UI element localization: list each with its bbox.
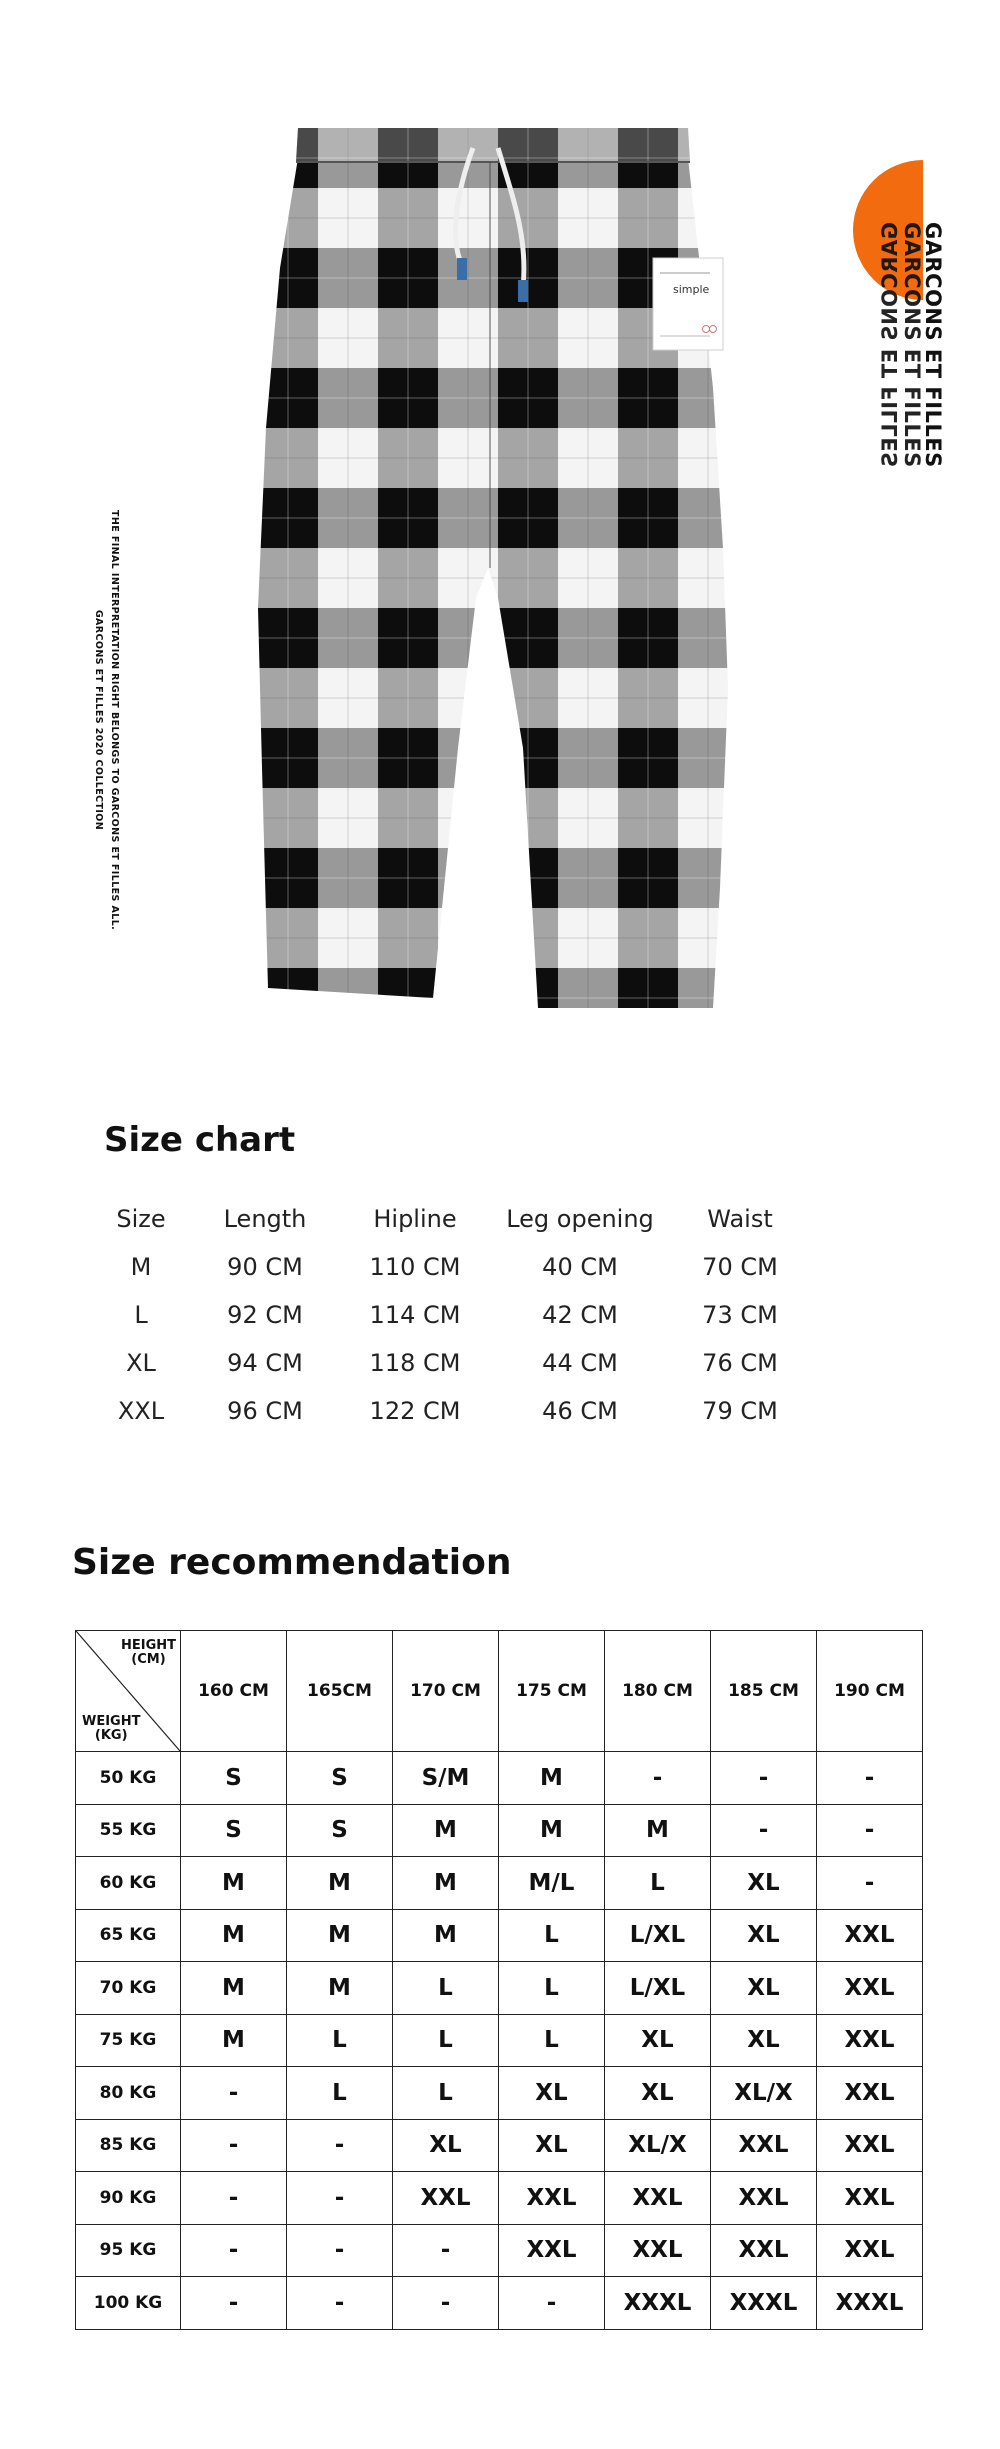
size-chart-cell: 96 CM	[227, 1397, 303, 1425]
height-column-header: 175 CM	[499, 1631, 605, 1752]
copyright-note	[70, 510, 130, 930]
recommendation-row	[76, 2224, 923, 2277]
recommended-size-cell: XL	[605, 2067, 711, 2120]
recommended-size-cell: S/M	[393, 1752, 499, 1805]
recommended-size-cell: XL	[711, 2014, 817, 2067]
recommended-size-cell: M/L	[499, 1857, 605, 1910]
size-chart-cell: 44 CM	[542, 1349, 618, 1377]
size-chart-table	[102, 1195, 800, 1435]
size-recommendation-table	[75, 1630, 923, 2330]
recommended-size-cell: M	[181, 2014, 287, 2067]
brand-line-1: GARCONS ET FILLES	[921, 222, 945, 468]
height-weight-corner	[76, 1631, 181, 1752]
recommended-size-cell: S	[287, 1752, 393, 1805]
recommended-size-cell: L	[287, 2014, 393, 2067]
recommended-size-cell: -	[287, 2119, 393, 2172]
weight-label: 55 KG	[76, 1804, 181, 1857]
recommended-size-cell: -	[817, 1804, 923, 1857]
recommended-size-cell: -	[181, 2224, 287, 2277]
recommended-size-cell: M	[393, 1909, 499, 1962]
recommended-size-cell: -	[287, 2277, 393, 2330]
size-chart-header: Leg opening	[506, 1205, 654, 1233]
recommended-size-cell: M	[605, 1804, 711, 1857]
weight-label: 100 KG	[76, 2277, 181, 2330]
recommended-size-cell: M	[499, 1752, 605, 1805]
recommended-size-cell: XL/X	[605, 2119, 711, 2172]
recommended-size-cell: L	[499, 1909, 605, 1962]
corner-height-label: HEIGHT (CM)	[120, 1638, 176, 1667]
size-chart-cell: M	[130, 1253, 152, 1281]
recommended-size-cell: XL	[499, 2119, 605, 2172]
size-chart-cell: 92 CM	[227, 1301, 303, 1329]
recommended-size-cell: -	[181, 2067, 287, 2120]
recommended-size-cell: -	[181, 2277, 287, 2330]
recommended-size-cell: -	[711, 1804, 817, 1857]
label-tag-text: simple	[673, 283, 710, 296]
recommended-size-cell: -	[181, 2172, 287, 2225]
size-chart-cell: 118 CM	[369, 1349, 461, 1377]
size-chart-cell: 46 CM	[542, 1397, 618, 1425]
recommendation-header-row	[76, 1631, 923, 1752]
recommended-size-cell: L	[393, 2067, 499, 2120]
size-chart-cell: 76 CM	[702, 1349, 778, 1377]
recommended-size-cell: -	[711, 1752, 817, 1805]
weight-label: 60 KG	[76, 1857, 181, 1910]
recommended-size-cell: XXL	[393, 2172, 499, 2225]
recommendation-row	[76, 1962, 923, 2015]
size-chart-header-row	[102, 1195, 800, 1243]
recommendation-row	[76, 2014, 923, 2067]
recommendation-row	[76, 2172, 923, 2225]
brand-line-3: GARCONS ET FILLES	[878, 222, 902, 468]
recommended-size-cell: -	[287, 2224, 393, 2277]
height-column-header: 180 CM	[605, 1631, 711, 1752]
size-recommendation-title: Size recommendation	[72, 1542, 512, 1583]
size-chart-cell: 114 CM	[369, 1301, 461, 1329]
weight-label: 65 KG	[76, 1909, 181, 1962]
height-column-header: 165CM	[287, 1631, 393, 1752]
weight-label: 90 KG	[76, 2172, 181, 2225]
recommended-size-cell: M	[393, 1857, 499, 1910]
size-chart-cell: 90 CM	[227, 1253, 303, 1281]
size-chart-row	[102, 1243, 800, 1291]
recommended-size-cell: XXL	[817, 2224, 923, 2277]
recommended-size-cell: -	[605, 1752, 711, 1805]
size-chart-cell: XXL	[117, 1397, 165, 1425]
recommended-size-cell: XXL	[605, 2224, 711, 2277]
size-chart-cell: L	[134, 1301, 148, 1329]
weight-label: 80 KG	[76, 2067, 181, 2120]
copyright-line-2: GARCONS ET FILLES 2020 COLLECTION	[93, 609, 104, 831]
weight-label: 85 KG	[76, 2119, 181, 2172]
recommended-size-cell: L/XL	[605, 1909, 711, 1962]
recommended-size-cell: M	[181, 1909, 287, 1962]
recommended-size-cell: M	[181, 1857, 287, 1910]
recommended-size-cell: XL	[605, 2014, 711, 2067]
size-chart-cell: 70 CM	[702, 1253, 778, 1281]
recommended-size-cell: M	[499, 1804, 605, 1857]
recommendation-row	[76, 2067, 923, 2120]
weight-label: 75 KG	[76, 2014, 181, 2067]
recommended-size-cell: XXL	[499, 2172, 605, 2225]
recommended-size-cell: L/XL	[605, 1962, 711, 2015]
recommended-size-cell: XXL	[605, 2172, 711, 2225]
size-chart-cell: XL	[126, 1349, 156, 1377]
size-chart-row	[102, 1291, 800, 1339]
size-chart-cell: 79 CM	[702, 1397, 778, 1425]
recommendation-row	[76, 2119, 923, 2172]
recommended-size-cell: XXL	[711, 2224, 817, 2277]
size-chart-cell: 42 CM	[542, 1301, 618, 1329]
recommended-size-cell: M	[181, 1962, 287, 2015]
size-chart-header: Size	[116, 1205, 166, 1233]
size-chart-cell: 73 CM	[702, 1301, 778, 1329]
size-chart-cell: 122 CM	[369, 1397, 461, 1425]
recommended-size-cell: M	[287, 1962, 393, 2015]
weight-label: 95 KG	[76, 2224, 181, 2277]
recommended-size-cell: XL	[711, 1909, 817, 1962]
recommended-size-cell: -	[393, 2224, 499, 2277]
recommended-size-cell: -	[499, 2277, 605, 2330]
recommended-size-cell: M	[287, 1909, 393, 1962]
recommendation-row	[76, 1804, 923, 1857]
recommended-size-cell: L	[499, 1962, 605, 2015]
recommended-size-cell: XXXL	[711, 2277, 817, 2330]
recommended-size-cell: L	[605, 1857, 711, 1910]
size-chart-row	[102, 1387, 800, 1435]
height-column-header: 170 CM	[393, 1631, 499, 1752]
recommendation-row	[76, 2277, 923, 2330]
product-photo	[0, 0, 1000, 1060]
recommended-size-cell: XL/X	[711, 2067, 817, 2120]
brand-line-2: GARCONS ET FILLES	[900, 222, 924, 468]
recommended-size-cell: -	[817, 1752, 923, 1805]
recommendation-row	[76, 1752, 923, 1805]
size-chart-cell: 40 CM	[542, 1253, 618, 1281]
corner-weight-label: WEIGHT (KG)	[82, 1714, 141, 1743]
checked-pants-image	[258, 128, 728, 1008]
recommended-size-cell: -	[393, 2277, 499, 2330]
garment-label	[653, 258, 723, 350]
recommended-size-cell: S	[181, 1804, 287, 1857]
recommended-size-cell: XL	[393, 2119, 499, 2172]
recommended-size-cell: -	[817, 1857, 923, 1910]
recommended-size-cell: L	[499, 2014, 605, 2067]
height-column-header: 190 CM	[817, 1631, 923, 1752]
size-chart-cell: 94 CM	[227, 1349, 303, 1377]
recommended-size-cell: -	[181, 2119, 287, 2172]
recommended-size-cell: S	[287, 1804, 393, 1857]
recommended-size-cell: XXL	[817, 2014, 923, 2067]
recommended-size-cell: XXL	[817, 2172, 923, 2225]
recommended-size-cell: L	[393, 1962, 499, 2015]
size-chart-cell: 110 CM	[369, 1253, 461, 1281]
recommended-size-cell: XXL	[817, 1962, 923, 2015]
recommended-size-cell: XXL	[711, 2119, 817, 2172]
brand-logo	[815, 160, 945, 500]
weight-label: 70 KG	[76, 1962, 181, 2015]
recommended-size-cell: -	[287, 2172, 393, 2225]
copyright-line-1: THE FINAL INTERPRETATION RIGHT BELONGS TO GARCONS ET FILLES ALL.	[109, 510, 120, 931]
recommended-size-cell: L	[393, 2014, 499, 2067]
recommended-size-cell: XXL	[817, 2119, 923, 2172]
recommended-size-cell: XXXL	[817, 2277, 923, 2330]
size-chart-header: Length	[223, 1205, 307, 1233]
recommended-size-cell: XL	[499, 2067, 605, 2120]
recommended-size-cell: M	[393, 1804, 499, 1857]
recommended-size-cell: XXXL	[605, 2277, 711, 2330]
recommended-size-cell: XL	[711, 1962, 817, 2015]
recommended-size-cell: XXL	[817, 2067, 923, 2120]
recommended-size-cell: S	[181, 1752, 287, 1805]
height-column-header: 185 CM	[711, 1631, 817, 1752]
size-chart-header: Waist	[707, 1205, 773, 1233]
recommendation-row	[76, 1857, 923, 1910]
recommended-size-cell: XL	[711, 1857, 817, 1910]
recommended-size-cell: L	[287, 2067, 393, 2120]
weight-label: 50 KG	[76, 1752, 181, 1805]
recommended-size-cell: XXL	[817, 1909, 923, 1962]
size-chart-row	[102, 1339, 800, 1387]
size-chart-title: Size chart	[104, 1120, 296, 1160]
size-chart-header: Hipline	[373, 1205, 457, 1233]
height-column-header: 160 CM	[181, 1631, 287, 1752]
recommendation-row	[76, 1909, 923, 1962]
recommended-size-cell: XXL	[499, 2224, 605, 2277]
recommended-size-cell: XXL	[711, 2172, 817, 2225]
recommended-size-cell: M	[287, 1857, 393, 1910]
